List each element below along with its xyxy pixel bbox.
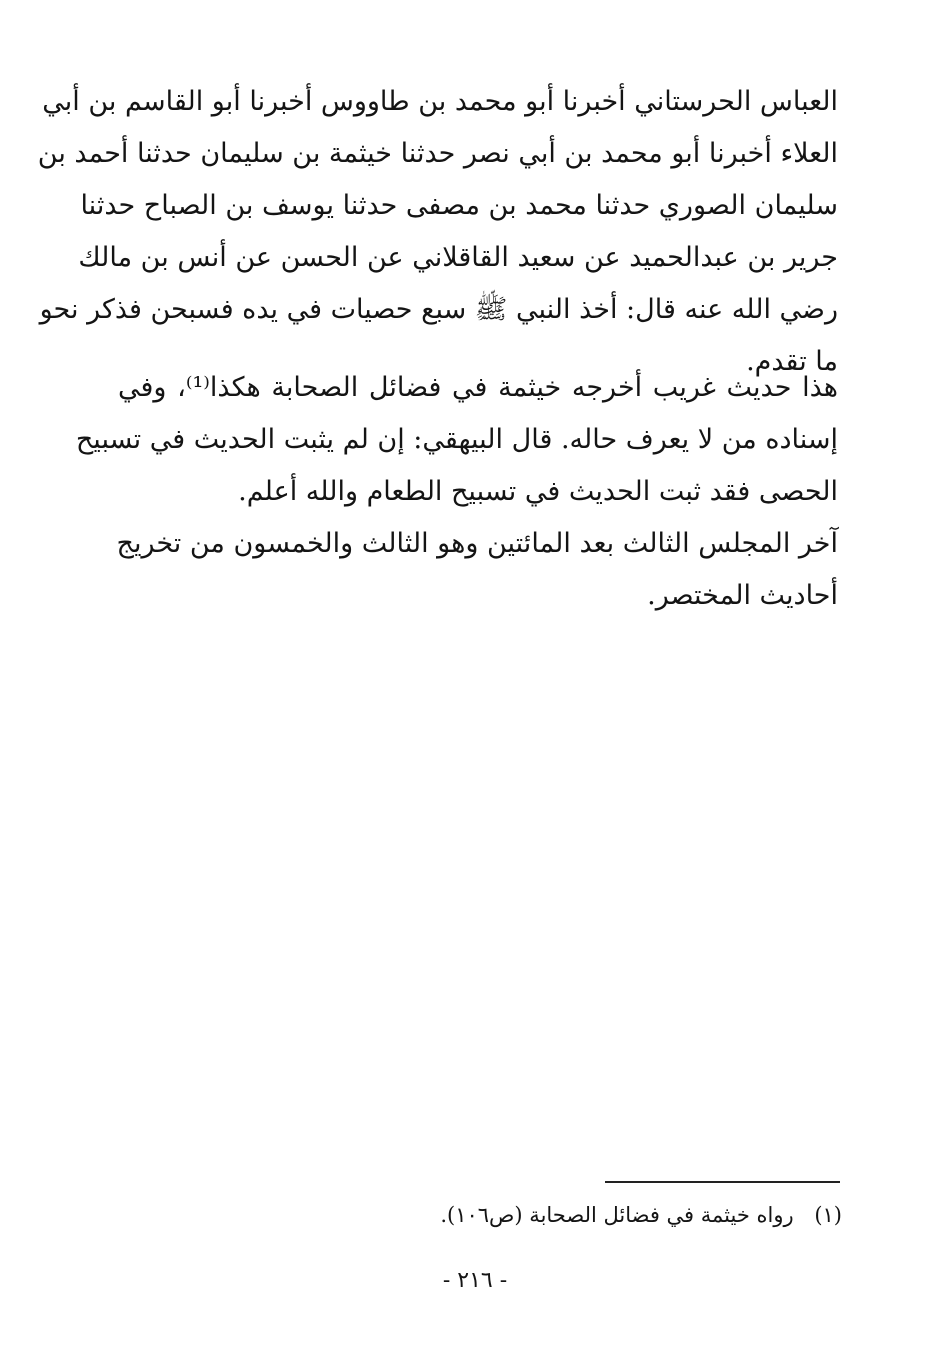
text-line: إسناده من لا يعرف حاله. قال البيهقي: إن لم يثبت الحديث في تسبيح: [75, 424, 838, 455]
footnote-marker: (١): [814, 1203, 842, 1227]
text-line: ما تقدم.: [746, 346, 838, 377]
footnote-text: رواه خيثمة في فضائل الصحابة (ص١٠٦).: [440, 1203, 794, 1227]
text-line: آخر المجلس الثالث بعد المائتين وهو الثالث والخمسون من تخريج: [116, 528, 838, 559]
paragraph-isnad-chain: [37, 76, 838, 388]
page-number: - ٢١٦ -: [442, 1268, 508, 1293]
text-line: أحاديث المختصر.: [647, 580, 838, 611]
text-line: هذا حديث غريب أخرجه خيثمة في فضائل الصحابة هكذا⁽¹⁾، وفي: [118, 372, 838, 403]
paragraph-hadith-grading: [75, 362, 838, 518]
text-line: جرير بن عبدالحميد عن سعيد القاقلاني عن الحسن عن أنس بن مالك: [78, 242, 838, 273]
footnote-separator: [605, 1181, 840, 1183]
footnote: [440, 1200, 842, 1230]
text-line: العباس الحرستاني أخبرنا أبو محمد بن طاووس أخبرنا أبو القاسم بن أبي: [42, 86, 838, 117]
text-line: رضي الله عنه قال: أخذ النبي ﷺ سبع حصيات في يده فسبحن فذكر نحو: [39, 294, 838, 325]
text-line: الحصى فقد ثبت الحديث في تسبيح الطعام والله أعلم.: [238, 476, 838, 507]
paragraph-session-end: [118, 518, 838, 622]
text-line: العلاء أخبرنا أبو محمد بن أبي نصر حدثنا خيثمة بن سليمان حدثنا أحمد بن: [37, 138, 838, 169]
text-line: سليمان الصوري حدثنا محمد بن مصفى حدثنا يوسف بن الصباح حدثنا: [80, 190, 838, 221]
